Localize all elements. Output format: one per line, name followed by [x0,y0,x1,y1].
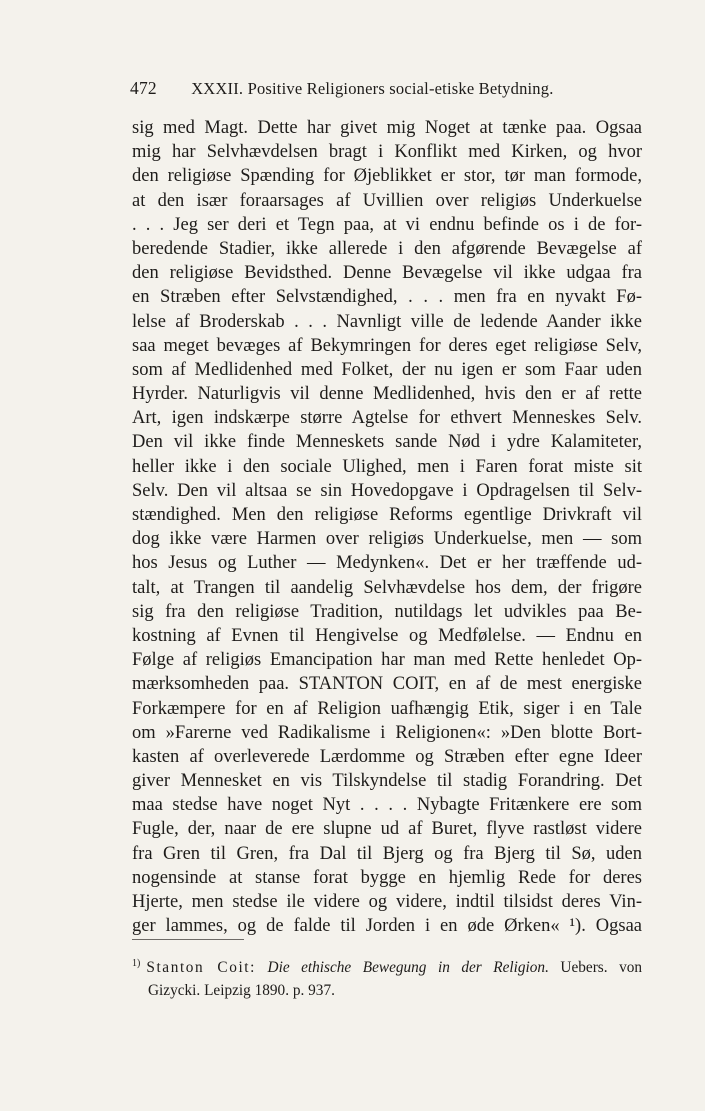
footnote-line [132,952,642,979]
text-line: kostning af Evnen til Hengivelse og Medfølelse. — Endnu en [132,625,642,646]
text-line: den religiøse Spænding for Øjeblikket er stor, tør man formode, [132,166,642,187]
text-line: ger lammes, og de falde til Jorden i en øde Ørken« ¹). Ogsaa [132,916,642,937]
footnote [132,952,642,1002]
text-line: sig fra den religiøse Tradition, nutildags let udvikles paa Be- [132,601,642,622]
text-line: giver Mennesket en vis Tilskyndelse til stadig Forandring. Det [132,771,642,792]
text-line: Den vil ikke finde Menneskets sande Nød i ydre Kalamiteter, [132,432,642,453]
text-line: en Stræben efter Selvstændighed, . . . men fra en nyvakt Fø- [132,287,642,308]
text-line: dog ikke være Harmen over religiøs Underkuelse, men — som [132,529,642,550]
text-line: . . . Jeg ser deri et Tegn paa, at vi endnu befinde os i de for- [132,214,642,235]
text-line: hos Jesus og Luther — Medynken«. Det er her træffende ud- [132,553,642,574]
text-line: mig har Selvhævdelsen bragt i Konflikt med Kirken, og hvor [132,142,642,163]
text-line: Forkæmpere for en af Religion uafhængig Etik, siger i en Tale [132,698,642,719]
text-line: Selv. Den vil altsaa se sin Hovedopgave i Opdragelsen til Selv- [132,480,642,501]
footnote-title: Die ethische Bewegung in der Religion. [267,959,549,977]
body-text [132,116,642,938]
text-line: talt, at Trangen til aandelig Selvhævdelse hos dem, der frigøre [132,577,642,598]
text-line: stændighed. Men den religiøse Reforms egentlige Drivkraft vil [132,505,642,525]
text-line: mærksomheden paa. STANTON COIT, en af de mest energiske [132,674,642,695]
footnote-divider [132,939,244,940]
footnote-translator-note: Uebers. von [560,959,643,977]
text-line: Fugle, der, naar de ere slupne ud af Buret, flyve rastløst videre [132,819,642,840]
text-line: maa stedse have noget Nyt . . . . Nybagte Fritænkere ere som [132,795,642,816]
text-line: lelse af Broderskab . . . Navnligt ville de ledende Aander ikke [132,311,642,332]
text-line: at den især foraarsages af Uvillien over religiøs Underkuelse [132,190,642,211]
footnote-line: Gizycki. Leipzig 1890. p. 937. [148,982,335,1000]
text-line: som af Medlidenhed med Folket, der nu igen er som Faar uden [132,359,642,380]
text-line: heller ikke i den sociale Ulighed, men i Faren forat miste sit [132,456,642,477]
text-line: fra Gren til Gren, fra Dal til Bjerg og fra Bjerg til Sø, uden [132,843,642,864]
footnote-author: Stanton Coit: [146,959,256,977]
page-number: 472 [130,78,157,98]
text-line: Hjerte, men stedse ile videre og videre, indtil tilsidst deres Vin- [132,892,642,912]
text-line: beredende Stadier, ikke allerede i den afgørende Bevægelse af [132,238,642,259]
text-line: nogensinde at stanse forat bygge en hjemlig Rede for deres [132,867,642,888]
text-line: den religiøse Bevidsthed. Denne Bevægelse vil ikke udgaa fra [132,263,642,284]
text-line: saa meget bevæges af Bekymringen for deres eget religiøse Selv, [132,335,642,356]
text-line: om »Farerne ved Radikalisme i Religionen«: »Den blotte Bort- [132,722,642,743]
text-line: kasten af overleverede Lærdomme og Stræben efter egne Ideer [132,746,642,767]
text-line: Art, igen indskærpe større Agtelse for ethvert Menneskes Selv. [132,408,642,429]
text-line: Følge af religiøs Emancipation har man med Rette henledet Op- [132,650,642,671]
running-title: XXXII. Positive Religioners social-etiske Betydning. [191,79,554,98]
text-line: sig med Magt. Dette har givet mig Noget at tænke paa. Ogsaa [132,118,642,138]
footnote-marker: 1) [132,958,141,969]
page-header [130,78,590,99]
text-line: Hyrder. Naturligvis vil denne Medlidenhed, hvis den er af rette [132,384,642,405]
